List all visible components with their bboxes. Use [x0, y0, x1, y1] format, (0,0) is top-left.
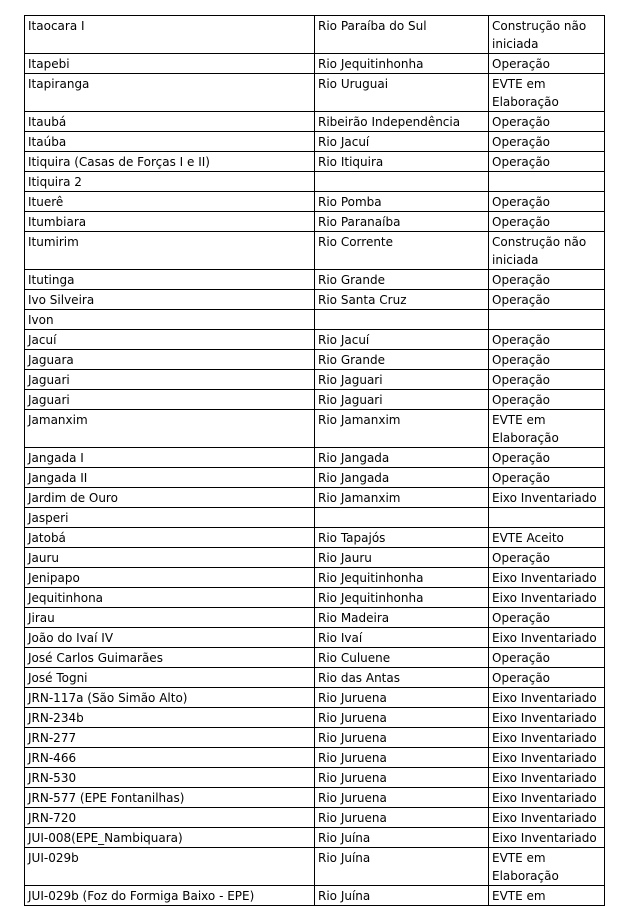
status-cell: Operação — [489, 350, 605, 370]
status-cell: EVTE em Elaboração — [489, 410, 605, 448]
table-row — [25, 508, 605, 528]
status-cell: Eixo Inventariado — [489, 688, 605, 708]
river-cell: Rio Jequitinhonha — [315, 54, 489, 74]
river-cell: Rio Jangada — [315, 448, 489, 468]
plant-name-cell: Itumbiara — [25, 212, 315, 232]
plant-name-cell: JUI-029b (Foz do Formiga Baixo - EPE) — [25, 886, 315, 906]
status-cell: Eixo Inventariado — [489, 588, 605, 608]
river-cell: Rio Uruguai — [315, 74, 489, 112]
plant-name-cell: Jauru — [25, 548, 315, 568]
status-cell: Eixo Inventariado — [489, 568, 605, 588]
status-cell — [489, 172, 605, 192]
plant-name-cell: Jardim de Ouro — [25, 488, 315, 508]
table-row — [25, 390, 605, 410]
status-cell: Operação — [489, 270, 605, 290]
status-cell: Operação — [489, 290, 605, 310]
river-cell: Rio Jacuí — [315, 132, 489, 152]
table-row — [25, 886, 605, 906]
river-cell: Rio Jangada — [315, 468, 489, 488]
plant-name-cell: Ituerê — [25, 192, 315, 212]
status-cell: Eixo Inventariado — [489, 768, 605, 788]
river-cell: Rio Juruena — [315, 688, 489, 708]
river-cell: Rio Madeira — [315, 608, 489, 628]
plant-name-cell: José Carlos Guimarães — [25, 648, 315, 668]
table-row — [25, 528, 605, 548]
table-row — [25, 350, 605, 370]
river-cell: Rio Culuene — [315, 648, 489, 668]
table-row — [25, 152, 605, 172]
status-cell: EVTE Aceito — [489, 528, 605, 548]
plant-name-cell: Itiquira (Casas de Forças I e II) — [25, 152, 315, 172]
status-cell: Construção não iniciada — [489, 232, 605, 270]
status-cell: Eixo Inventariado — [489, 708, 605, 728]
river-cell: Rio Juruena — [315, 768, 489, 788]
plant-name-cell: Jaguari — [25, 370, 315, 390]
plant-name-cell: Jangada I — [25, 448, 315, 468]
plant-name-cell: JUI-029b — [25, 848, 315, 886]
status-cell: Operação — [489, 448, 605, 468]
river-cell — [315, 172, 489, 192]
status-cell: EVTE em Elaboração — [489, 74, 605, 112]
status-cell: Operação — [489, 608, 605, 628]
plant-name-cell: Jamanxim — [25, 410, 315, 448]
plant-name-cell: Itumirim — [25, 232, 315, 270]
status-cell: Operação — [489, 370, 605, 390]
plant-name-cell: José Togni — [25, 668, 315, 688]
status-cell: Construção não iniciada — [489, 16, 605, 54]
river-cell: Rio Grande — [315, 270, 489, 290]
plant-name-cell: Itutinga — [25, 270, 315, 290]
plant-name-cell: João do Ivaí IV — [25, 628, 315, 648]
table-row — [25, 74, 605, 112]
status-cell: Eixo Inventariado — [489, 748, 605, 768]
river-cell: Rio Juruena — [315, 808, 489, 828]
river-cell: Rio Tapajós — [315, 528, 489, 548]
table-row — [25, 748, 605, 768]
river-cell: Rio Jequitinhonha — [315, 568, 489, 588]
river-cell: Rio Jaguari — [315, 390, 489, 410]
table-row — [25, 370, 605, 390]
plant-name-cell: Jaguari — [25, 390, 315, 410]
plant-name-cell: JRN-720 — [25, 808, 315, 828]
river-cell: Rio Juruena — [315, 708, 489, 728]
river-cell: Rio Juruena — [315, 788, 489, 808]
river-cell: Rio Santa Cruz — [315, 290, 489, 310]
plant-name-cell: Jirau — [25, 608, 315, 628]
status-cell: Eixo Inventariado — [489, 728, 605, 748]
table-row — [25, 848, 605, 886]
plant-name-cell: JRN-530 — [25, 768, 315, 788]
plant-name-cell: Itapiranga — [25, 74, 315, 112]
status-cell: Operação — [489, 112, 605, 132]
status-cell: Operação — [489, 390, 605, 410]
table-row — [25, 568, 605, 588]
table-row — [25, 688, 605, 708]
plant-name-cell: Jacuí — [25, 330, 315, 350]
status-cell: Eixo Inventariado — [489, 488, 605, 508]
table-row — [25, 548, 605, 568]
table-row — [25, 290, 605, 310]
plant-name-cell: JRN-577 (EPE Fontanilhas) — [25, 788, 315, 808]
river-cell — [315, 508, 489, 528]
table-row — [25, 310, 605, 330]
river-cell: Rio Grande — [315, 350, 489, 370]
table-row — [25, 232, 605, 270]
table-row — [25, 212, 605, 232]
plant-name-cell: Itapebi — [25, 54, 315, 74]
table-row — [25, 668, 605, 688]
table-row — [25, 54, 605, 74]
plant-name-cell: Itiquira 2 — [25, 172, 315, 192]
table-row — [25, 172, 605, 192]
river-cell: Rio Corrente — [315, 232, 489, 270]
river-cell: Rio Juruena — [315, 748, 489, 768]
plant-name-cell: Ivo Silveira — [25, 290, 315, 310]
status-cell: Operação — [489, 54, 605, 74]
hydro-plants-table — [24, 15, 605, 906]
status-cell: Operação — [489, 132, 605, 152]
river-cell: Rio Jauru — [315, 548, 489, 568]
river-cell: Rio Jacuí — [315, 330, 489, 350]
river-cell: Rio Jamanxim — [315, 410, 489, 448]
river-cell: Rio Jamanxim — [315, 488, 489, 508]
status-cell: Eixo Inventariado — [489, 628, 605, 648]
plant-name-cell: JRN-117a (São Simão Alto) — [25, 688, 315, 708]
river-cell: Rio Paranaíba — [315, 212, 489, 232]
river-cell: Rio Juruena — [315, 728, 489, 748]
plant-name-cell: JRN-277 — [25, 728, 315, 748]
status-cell — [489, 310, 605, 330]
plant-name-cell: Jaguara — [25, 350, 315, 370]
plant-name-cell: Jasperi — [25, 508, 315, 528]
status-cell: Eixo Inventariado — [489, 788, 605, 808]
table-row — [25, 330, 605, 350]
status-cell: Operação — [489, 152, 605, 172]
table-row — [25, 628, 605, 648]
status-cell: Operação — [489, 668, 605, 688]
table-row — [25, 728, 605, 748]
table-row — [25, 828, 605, 848]
table-body — [25, 16, 605, 906]
plant-name-cell: Itaúba — [25, 132, 315, 152]
table-row — [25, 768, 605, 788]
plant-name-cell: Itaubá — [25, 112, 315, 132]
river-cell: Rio Itiquira — [315, 152, 489, 172]
table-row — [25, 410, 605, 448]
table-row — [25, 132, 605, 152]
river-cell: Rio Paraíba do Sul — [315, 16, 489, 54]
table-row — [25, 112, 605, 132]
table-row — [25, 488, 605, 508]
table-row — [25, 16, 605, 54]
river-cell: Rio Pomba — [315, 192, 489, 212]
status-cell: Operação — [489, 648, 605, 668]
table-row — [25, 648, 605, 668]
status-cell: EVTE em — [489, 886, 605, 906]
status-cell: Operação — [489, 192, 605, 212]
river-cell: Rio Jaguari — [315, 370, 489, 390]
table-row — [25, 270, 605, 290]
river-cell: Ribeirão Independência — [315, 112, 489, 132]
plant-name-cell: Jatobá — [25, 528, 315, 548]
status-cell: Operação — [489, 548, 605, 568]
river-cell — [315, 310, 489, 330]
table-row — [25, 448, 605, 468]
status-cell: Operação — [489, 468, 605, 488]
plant-name-cell: JRN-234b — [25, 708, 315, 728]
river-cell: Rio Juína — [315, 886, 489, 906]
river-cell: Rio Juína — [315, 848, 489, 886]
status-cell: Eixo Inventariado — [489, 808, 605, 828]
status-cell: EVTE em Elaboração — [489, 848, 605, 886]
table-row — [25, 588, 605, 608]
status-cell: Operação — [489, 212, 605, 232]
plant-name-cell: Itaocara I — [25, 16, 315, 54]
river-cell: Rio das Antas — [315, 668, 489, 688]
table-row — [25, 808, 605, 828]
table-row — [25, 788, 605, 808]
plant-name-cell: Ivon — [25, 310, 315, 330]
plant-name-cell: JUI-008(EPE_Nambiquara) — [25, 828, 315, 848]
table-row — [25, 468, 605, 488]
status-cell — [489, 508, 605, 528]
table-row — [25, 708, 605, 728]
document-page — [24, 15, 604, 906]
table-row — [25, 608, 605, 628]
river-cell: Rio Ivaí — [315, 628, 489, 648]
river-cell: Rio Juína — [315, 828, 489, 848]
table-row — [25, 192, 605, 212]
plant-name-cell: Jequitinhona — [25, 588, 315, 608]
status-cell: Eixo Inventariado — [489, 828, 605, 848]
plant-name-cell: JRN-466 — [25, 748, 315, 768]
plant-name-cell: Jangada II — [25, 468, 315, 488]
status-cell: Operação — [489, 330, 605, 350]
river-cell: Rio Jequitinhonha — [315, 588, 489, 608]
plant-name-cell: Jenipapo — [25, 568, 315, 588]
